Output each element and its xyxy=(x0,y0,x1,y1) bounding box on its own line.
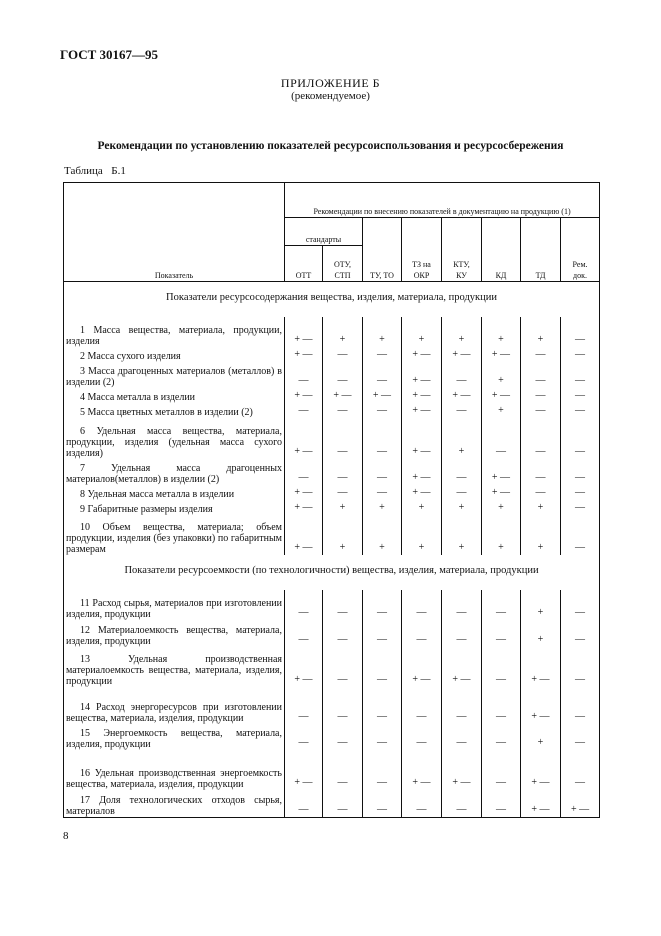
value-cell: — xyxy=(482,647,521,687)
table-row xyxy=(64,459,600,485)
value-cell: — xyxy=(482,724,521,750)
value-cell: — xyxy=(442,590,482,620)
value-cell: + — xyxy=(561,790,600,817)
indicator-label: 3 Масса драгоценных материалов (металлов) в изделии (2) xyxy=(66,366,282,388)
value-cell: — xyxy=(442,790,482,817)
value-cell: — xyxy=(323,590,363,620)
table-caption-prefix: Таблица xyxy=(64,165,103,177)
value-cell: — xyxy=(561,515,600,555)
value-cell: + — xyxy=(285,347,323,362)
value-cell: + — xyxy=(482,459,521,485)
header-rem: Рем. док. xyxy=(561,218,600,282)
value-cell: — xyxy=(323,347,363,362)
value-cell: — xyxy=(323,687,363,724)
value-cell: — xyxy=(363,418,402,459)
value-cell: + xyxy=(521,724,561,750)
table-row xyxy=(64,687,600,724)
value-cell: + — xyxy=(402,459,442,485)
indicator-label: 2 Масса сухого изделия xyxy=(80,351,181,362)
value-cell: + xyxy=(521,500,561,515)
value-cell: + — xyxy=(402,418,442,459)
value-cell: — xyxy=(323,647,363,687)
value-cell: + — xyxy=(442,347,482,362)
value-cell: + — xyxy=(402,362,442,388)
value-cell: + xyxy=(442,500,482,515)
table-row xyxy=(64,485,600,500)
indicator-cell xyxy=(64,620,285,647)
value-cell: — xyxy=(285,620,323,647)
value-cell: + — xyxy=(442,388,482,403)
indicator-label: 9 Габаритные размеры изделия xyxy=(80,504,213,515)
indicator-label: 8 Удельная масса металла в изделии xyxy=(80,489,235,500)
value-cell: + — xyxy=(285,485,323,500)
value-cell: — xyxy=(561,724,600,750)
value-cell: — xyxy=(442,620,482,647)
table-row xyxy=(64,790,600,817)
value-cell: + xyxy=(442,515,482,555)
indicator-cell xyxy=(64,459,285,485)
value-cell: — xyxy=(402,620,442,647)
value-cell: — xyxy=(323,403,363,418)
value-cell: — xyxy=(521,459,561,485)
appendix-title: ПРИЛОЖЕНИЕ Б xyxy=(280,76,381,90)
value-cell: + — xyxy=(323,388,363,403)
value-cell: — xyxy=(521,388,561,403)
value-cell: + xyxy=(442,418,482,459)
header-tu: ТУ, ТО xyxy=(363,218,402,282)
value-cell: + xyxy=(363,317,402,347)
indicator-label: 15 Энергоемкость вещества, материала, изделия, продукции xyxy=(66,728,282,750)
value-cell: + — xyxy=(521,647,561,687)
value-cell: — xyxy=(561,485,600,500)
value-cell: + — xyxy=(521,790,561,817)
value-cell: + xyxy=(521,515,561,555)
indicator-label: 5 Масса цветных металлов в изделии (2) xyxy=(80,407,253,418)
indicator-label: 16 Удельная производственная энергоемкость вещества, материала, изделия, продукции xyxy=(66,768,282,790)
header-td: ТД xyxy=(521,218,561,282)
value-cell: — xyxy=(442,403,482,418)
header-ktu: КТУ, КУ xyxy=(442,218,482,282)
table-row xyxy=(64,347,600,362)
value-cell: — xyxy=(482,590,521,620)
section-title: Показатели ресурсосодержания вещества, изделия, материала, продукции xyxy=(166,292,497,303)
section-heading: Рекомендации по установлению показателей ресурсоиспользования и ресурсосбережения xyxy=(97,140,564,152)
value-cell: — xyxy=(363,347,402,362)
value-cell: + — xyxy=(285,500,323,515)
value-cell: — xyxy=(442,362,482,388)
value-cell: — xyxy=(561,418,600,459)
value-cell: — xyxy=(561,590,600,620)
value-cell: — xyxy=(363,724,402,750)
section-header-row xyxy=(64,282,600,318)
value-cell: — xyxy=(285,403,323,418)
indicator-cell xyxy=(64,388,285,403)
value-cell: — xyxy=(363,403,402,418)
value-cell: + — xyxy=(482,485,521,500)
value-cell: — xyxy=(363,362,402,388)
table-caption-number: Б.1 xyxy=(111,165,126,177)
value-cell: — xyxy=(521,418,561,459)
indicator-cell xyxy=(64,418,285,459)
header-indicator: Показатель xyxy=(64,183,285,282)
value-cell: + — xyxy=(285,388,323,403)
table-row xyxy=(64,724,600,750)
indicator-cell xyxy=(64,500,285,515)
value-cell: — xyxy=(561,459,600,485)
value-cell: + xyxy=(482,515,521,555)
header-kd: КД xyxy=(482,218,521,282)
value-cell: — xyxy=(363,647,402,687)
value-cell: — xyxy=(561,750,600,790)
value-cell: + xyxy=(402,515,442,555)
indicator-label: 7 Удельная масса драгоценных материалов(металлов) в изделии (2) xyxy=(66,463,282,485)
value-cell: + xyxy=(482,362,521,388)
value-cell: — xyxy=(363,590,402,620)
value-cell: — xyxy=(323,620,363,647)
indicator-label: 4 Масса металла в изделии xyxy=(80,392,196,403)
indicator-label: 11 Расход сырья, материалов при изготовлении изделия, продукции xyxy=(66,598,282,620)
value-cell: + — xyxy=(285,750,323,790)
table-row xyxy=(64,500,600,515)
indicator-cell xyxy=(64,724,285,750)
table-row xyxy=(64,418,600,459)
value-cell: — xyxy=(482,620,521,647)
value-cell: + xyxy=(442,317,482,347)
value-cell: — xyxy=(561,347,600,362)
value-cell: — xyxy=(323,724,363,750)
value-cell: + xyxy=(521,317,561,347)
value-cell: — xyxy=(561,362,600,388)
value-cell: — xyxy=(561,403,600,418)
value-cell: + xyxy=(402,317,442,347)
value-cell: + — xyxy=(285,647,323,687)
page-number: 8 xyxy=(63,830,69,842)
value-cell: — xyxy=(482,750,521,790)
value-cell: — xyxy=(561,500,600,515)
indicator-cell xyxy=(64,687,285,724)
section-header-row xyxy=(64,555,600,590)
value-cell: — xyxy=(285,687,323,724)
indicator-cell xyxy=(64,485,285,500)
indicator-cell xyxy=(64,362,285,388)
indicator-cell xyxy=(64,590,285,620)
indicator-cell xyxy=(64,750,285,790)
value-cell: — xyxy=(363,750,402,790)
value-cell: + — xyxy=(521,750,561,790)
value-cell: + — xyxy=(482,347,521,362)
recommendations-table xyxy=(63,182,600,818)
value-cell: — xyxy=(561,620,600,647)
value-cell: — xyxy=(285,790,323,817)
value-cell: — xyxy=(363,620,402,647)
value-cell: — xyxy=(402,687,442,724)
value-cell: + — xyxy=(402,388,442,403)
value-cell: — xyxy=(402,724,442,750)
value-cell: + xyxy=(363,515,402,555)
value-cell: + — xyxy=(285,418,323,459)
value-cell: — xyxy=(561,647,600,687)
value-cell: + — xyxy=(521,687,561,724)
value-cell: + xyxy=(363,500,402,515)
value-cell: + — xyxy=(402,403,442,418)
value-cell: — xyxy=(482,790,521,817)
value-cell: — xyxy=(285,362,323,388)
value-cell: — xyxy=(442,485,482,500)
value-cell: + xyxy=(482,317,521,347)
value-cell: + xyxy=(323,515,363,555)
value-cell: — xyxy=(482,687,521,724)
value-cell: — xyxy=(285,590,323,620)
value-cell: + — xyxy=(285,515,323,555)
value-cell: — xyxy=(363,687,402,724)
value-cell: + xyxy=(402,500,442,515)
indicator-cell xyxy=(64,347,285,362)
header-ott: ОТТ xyxy=(285,246,323,282)
value-cell: — xyxy=(521,403,561,418)
header-recommendations: Рекомендации по внесению показателей в документацию на продукцию (1) xyxy=(285,183,600,218)
value-cell: + xyxy=(482,500,521,515)
indicator-label: 17 Доля технологических отходов сырья, материалов xyxy=(66,794,282,817)
header-tz: ТЗ на ОКР xyxy=(402,218,442,282)
value-cell: + — xyxy=(363,388,402,403)
table-row xyxy=(64,388,600,403)
value-cell: — xyxy=(323,790,363,817)
indicator-label: 10 Объем вещества, материала; объем продукции, изделия (без упаковки) по габаритным размерам xyxy=(66,522,282,555)
value-cell: — xyxy=(363,485,402,500)
table-row xyxy=(64,647,600,687)
table-row xyxy=(64,317,600,347)
table-row xyxy=(64,515,600,555)
indicator-cell xyxy=(64,515,285,555)
value-cell: + xyxy=(323,500,363,515)
value-cell: + xyxy=(521,590,561,620)
value-cell: — xyxy=(323,750,363,790)
value-cell: — xyxy=(482,418,521,459)
indicator-label: 14 Расход энергоресурсов при изготовлении вещества, материала, изделия, продукции xyxy=(66,702,282,724)
value-cell: — xyxy=(323,485,363,500)
value-cell: — xyxy=(521,362,561,388)
value-cell: + — xyxy=(442,647,482,687)
value-cell: + xyxy=(521,620,561,647)
value-cell: — xyxy=(442,459,482,485)
indicator-label: 1 Масса вещества, материала, продукции, изделия xyxy=(66,325,282,347)
header-otu: ОТУ, СТП xyxy=(323,246,363,282)
value-cell: + xyxy=(323,317,363,347)
document-code: ГОСТ 30167—95 xyxy=(60,47,159,62)
value-cell: + — xyxy=(482,388,521,403)
value-cell: — xyxy=(521,347,561,362)
value-cell: — xyxy=(402,590,442,620)
value-cell: + — xyxy=(402,750,442,790)
appendix-subtitle: (рекомендуемое) xyxy=(291,90,370,102)
header-standards: стандарты xyxy=(285,218,363,246)
value-cell: + — xyxy=(402,347,442,362)
value-cell: + — xyxy=(402,647,442,687)
value-cell: + — xyxy=(442,750,482,790)
value-cell: + xyxy=(482,403,521,418)
value-cell: — xyxy=(561,388,600,403)
table-row xyxy=(64,750,600,790)
value-cell: — xyxy=(363,790,402,817)
table-body xyxy=(64,282,600,818)
value-cell: — xyxy=(323,418,363,459)
table-row xyxy=(64,403,600,418)
section-title: Показатели ресурсоемкости (по технологичности) вещества, изделия, материала, продукции xyxy=(124,565,539,576)
value-cell: — xyxy=(323,362,363,388)
table-row xyxy=(64,362,600,388)
value-cell: — xyxy=(561,687,600,724)
indicator-label: 13 Удельная производственная материалоемкость вещества, материала, изделия, продукции xyxy=(66,654,282,687)
indicator-cell xyxy=(64,790,285,817)
value-cell: + — xyxy=(285,317,323,347)
indicator-label: 12 Материалоемкость вещества, материала, изделия, продукции xyxy=(66,625,282,647)
indicator-cell xyxy=(64,647,285,687)
value-cell: — xyxy=(402,790,442,817)
value-cell: — xyxy=(285,459,323,485)
value-cell: — xyxy=(521,485,561,500)
value-cell: — xyxy=(323,459,363,485)
indicator-cell xyxy=(64,403,285,418)
value-cell: — xyxy=(442,687,482,724)
value-cell: — xyxy=(442,724,482,750)
value-cell: — xyxy=(561,317,600,347)
value-cell: — xyxy=(363,459,402,485)
value-cell: + — xyxy=(402,485,442,500)
table-row xyxy=(64,620,600,647)
table-caption xyxy=(64,165,126,177)
table-row xyxy=(64,590,600,620)
indicator-label: 6 Удельная масса вещества, материала, продукции, изделия (удельная масса сухого изделия) xyxy=(66,426,282,459)
value-cell: — xyxy=(285,724,323,750)
indicator-cell xyxy=(64,317,285,347)
